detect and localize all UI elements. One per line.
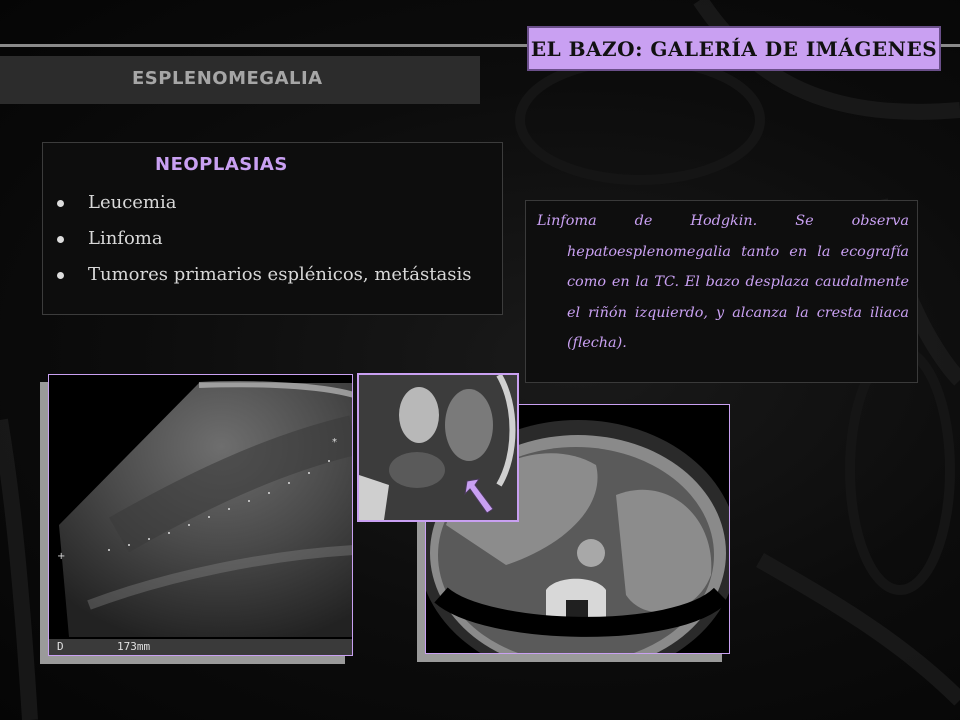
svg-text:*: * — [332, 437, 337, 448]
main-title — [527, 26, 941, 71]
ct-coronal-inset — [357, 373, 519, 522]
ultrasound-image — [48, 374, 353, 656]
main-title-text: EL BAZO: GALERÍA DE IMÁGENES — [530, 36, 938, 61]
list-item — [57, 226, 471, 262]
list-item — [57, 262, 471, 298]
list-item-label: Linfoma — [88, 228, 163, 249]
image-caption: Linfoma de Hodgkin. Se observa hepatoesplenomegalia tanto en la ecografía como en la TC. El bazo desplaza caudalmente el riñón izquierdo, y alcanza la cresta iliaca (flecha). — [537, 213, 909, 351]
neoplasias-list — [57, 190, 471, 298]
svg-text:+: + — [57, 551, 66, 562]
list-item-label: Leucemia — [88, 192, 177, 213]
list-item-label: Tumores primarios esplénicos, metástasis — [88, 264, 472, 285]
arrow-icon — [461, 475, 499, 517]
bullet-dot — [57, 236, 64, 243]
ultrasound-graphic — [49, 375, 353, 656]
list-item — [57, 190, 471, 226]
bullet-dot — [57, 200, 64, 207]
section-title: ESPLENOMEGALIA — [132, 68, 323, 89]
measure-value: 173mm — [117, 640, 151, 653]
measure-label: D — [57, 640, 64, 653]
bullet-dot — [57, 272, 64, 279]
ultrasound-measure-bar — [49, 639, 352, 655]
neoplasias-title: NEOPLASIAS — [155, 154, 288, 175]
